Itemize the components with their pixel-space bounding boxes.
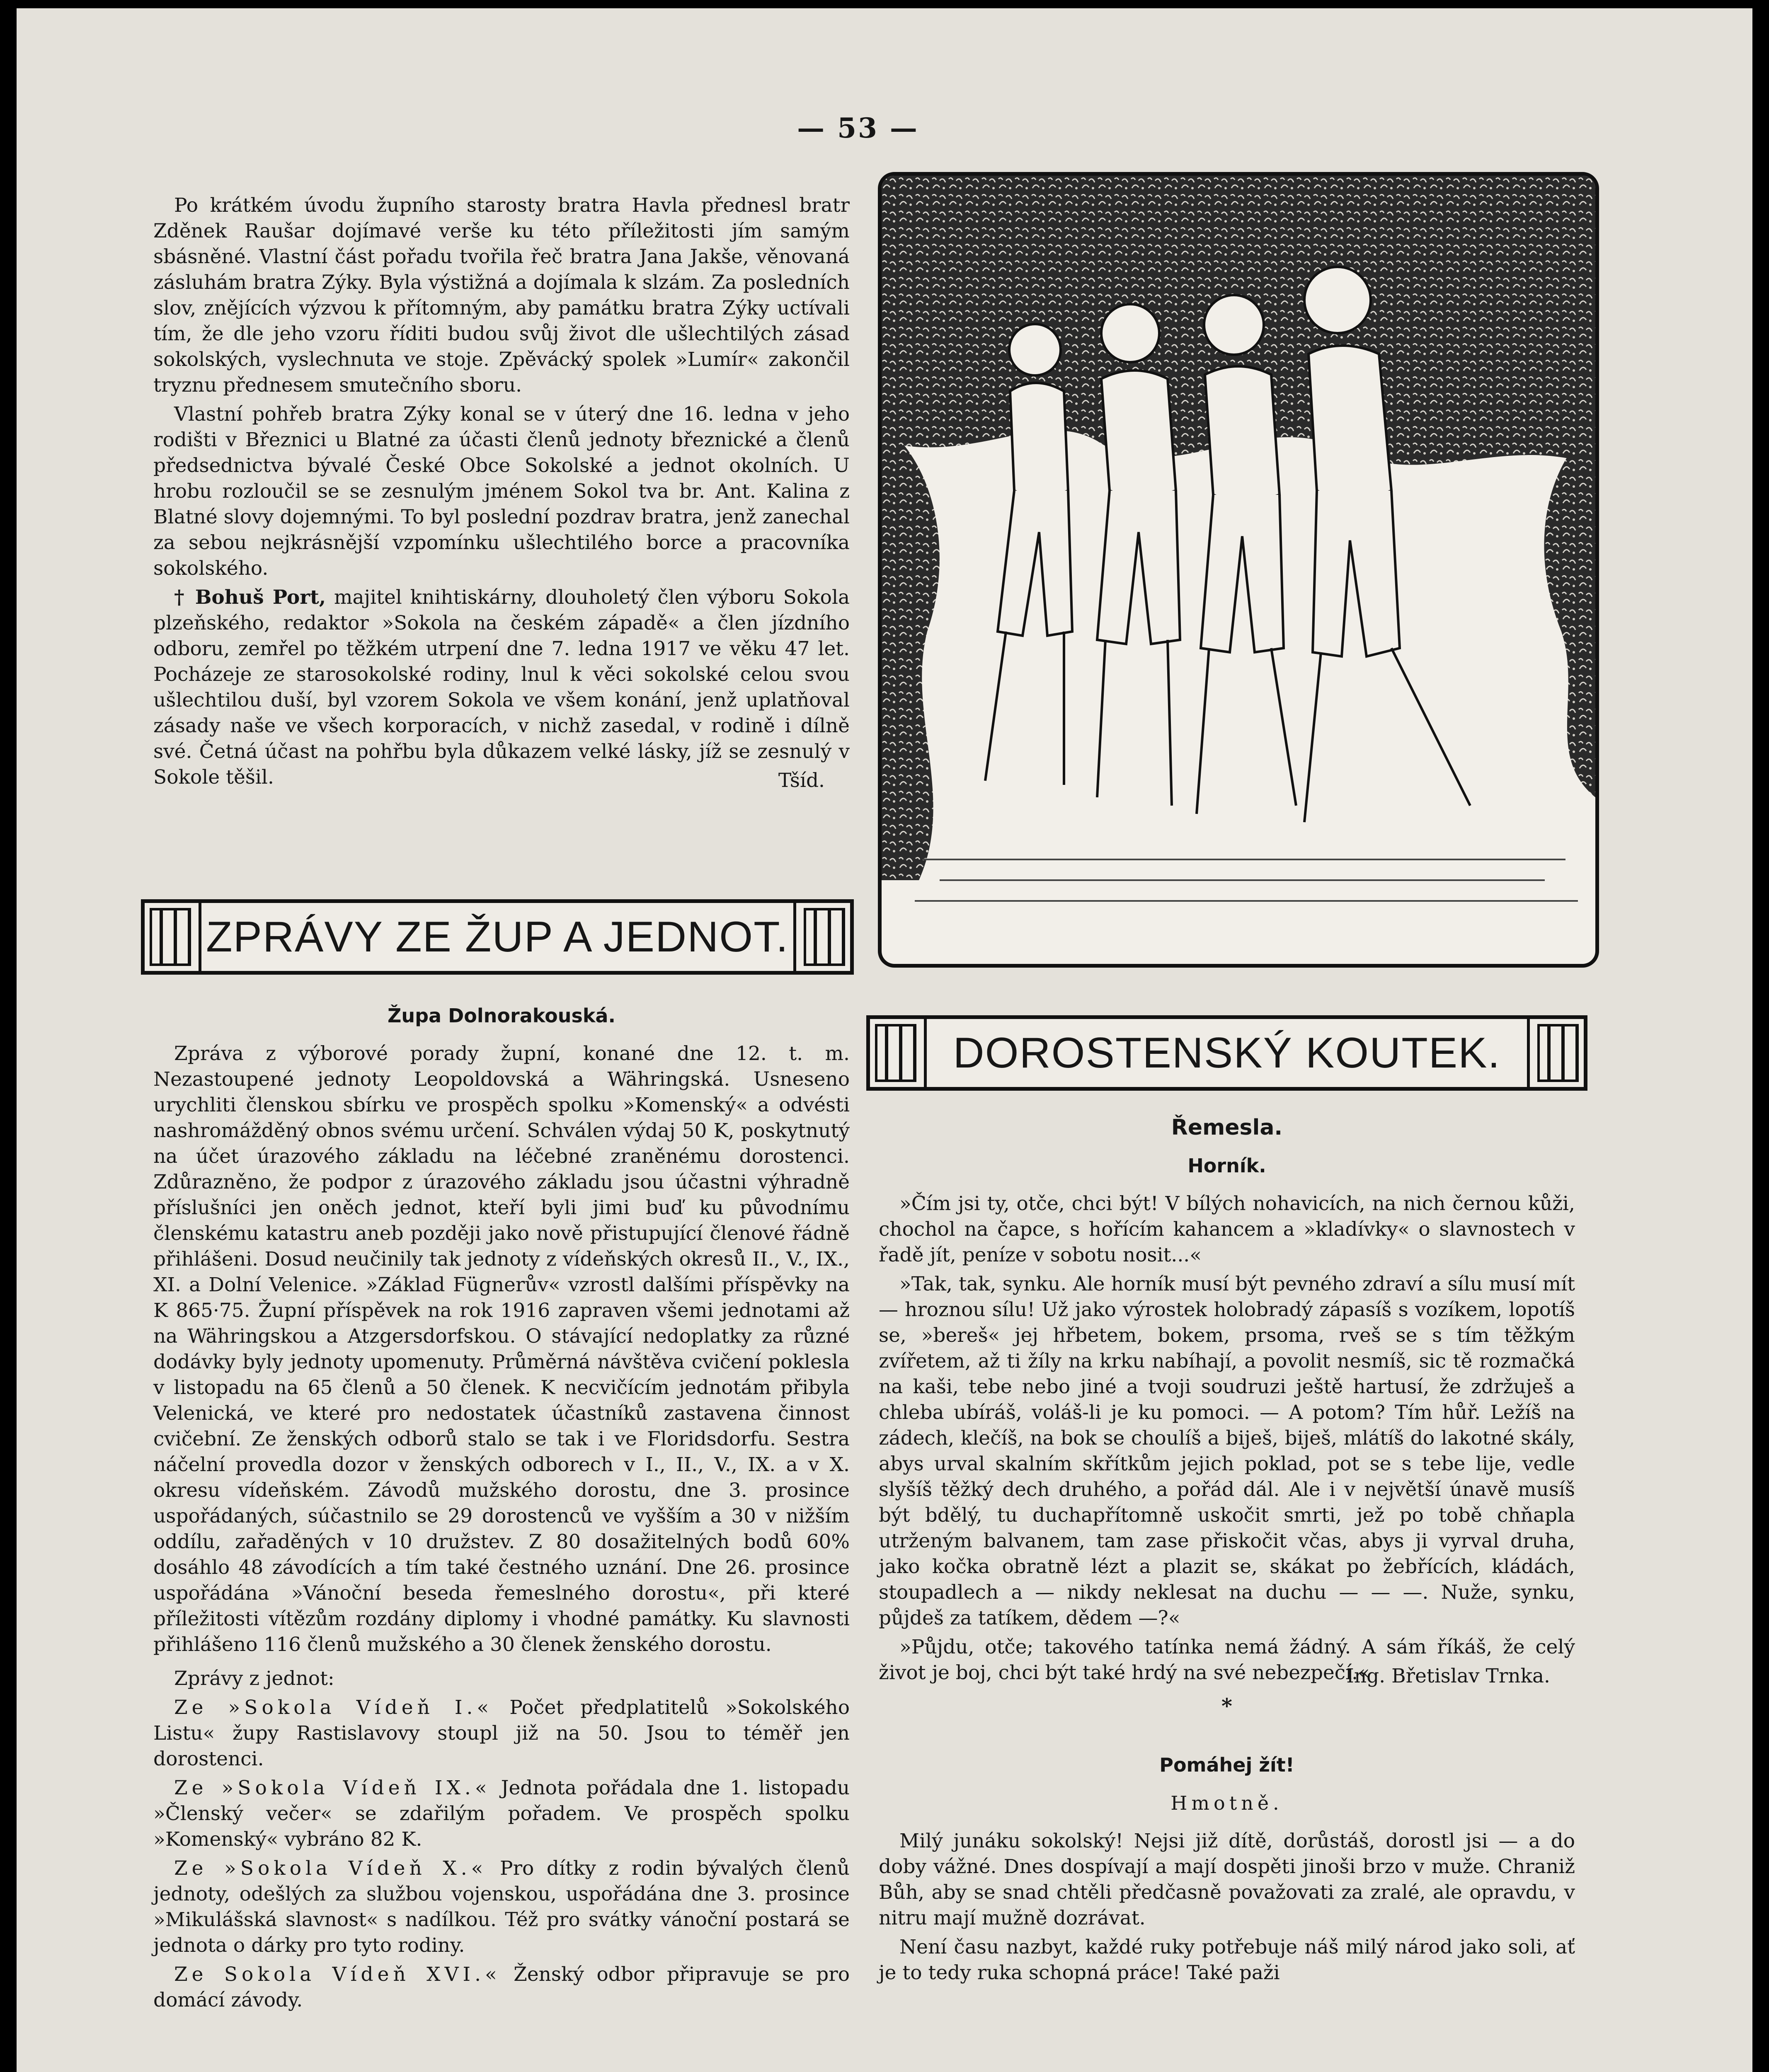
banner-title: ZPRÁVY ZE ŽUP A JEDNOT. <box>199 903 796 971</box>
paragraph: Zprávy z jednot: <box>174 1667 334 1690</box>
paragraph: Není času nazbyt, každé ruky potřebuje náš milý národ jako soli, ať je to tedy ruka schopná práce! Také paži <box>879 1936 1575 1984</box>
paragraph-text: Jednota pořádala dne 1. listopadu »Členský večer« se zdařilým pořadem. Ve prospěch spolku »Komenský« vybráno 82 K. <box>153 1777 850 1851</box>
lead-in: Ze »Sokola Vídeň X.« <box>174 1857 487 1880</box>
lead-in: Ze »Sokola Vídeň IX.« <box>174 1777 491 1799</box>
right-column <box>879 1115 1575 1989</box>
banner-title: DOROSTENSKÝ KOUTEK. <box>924 1019 1530 1087</box>
ground-hatching <box>915 859 1578 901</box>
illustration-drawing <box>882 176 1595 964</box>
signature: Tšíd. <box>778 769 825 792</box>
foliage-right <box>1544 424 1595 797</box>
paragraph: »Čím jsi ty, otče, chci být! V bílých nohavicích, na nich černou kůži, chochol na čapce, s hořícím kahancem a »kladívky« o slavnostech v řadě jít, peníze v sobotu nosit...« <box>879 1192 1575 1266</box>
signature: Ing. Břetislav Trnka. <box>1346 1665 1550 1687</box>
section-subheading: Hmotně. <box>1170 1792 1283 1814</box>
illustration-four-youths <box>878 172 1599 968</box>
ornament-left-icon <box>150 908 191 966</box>
left-column-top <box>153 193 850 794</box>
section-heading: Pomáhej žít! <box>1159 1754 1294 1776</box>
paragraph <box>153 1695 850 1772</box>
paragraph-text: Ženský odbor připravuje se pro domácí závody. <box>153 1963 850 2011</box>
section-heading: Řemesla. <box>1171 1115 1283 1140</box>
section-banner-dorostensky <box>866 1015 1587 1091</box>
ornament-right-icon <box>1537 1024 1579 1082</box>
foliage-left <box>882 424 940 880</box>
section-banner-zpravy <box>141 899 854 975</box>
paragraph <box>153 1775 850 1852</box>
paragraph: »Tak, tak, synku. Ale horník musí být pevného zdraví a sílu musí mít — hroznou sílu! Už jako výrostek holobradý zápasíš s vozíkem, lopotíš se, »bereš« jej hřbetem, bokem, prsoma, rveš se s tím těžkým zvířetem, až ti žíly na krku nabíhají, a povolit nesmíš, sic tě rozmačká na kaši, tebe nebo jiné a tvoji soudruzi ještě hartusí, že zdržuješ a chleba ubíráš, voláš-li je ku pomoci. — A potom? Tím hůř. Ležíš na zádech, klečíš, na bok se choulíš a biješ, biješ, mlátíš do lakotné skály, abys urval skalním skřítkům jejich poklad, pot se s tebe lije, vedle slyšíš těžký dech druhého, a pořád dál. Ale i v největší únavě musíš být bdělý, tu duchapřítomně uskočit smrti, jež po tobě chňapla utrženým balvanem, tam zase přiskočit včas, abys ji vyrval druha, jako kočka obratně lézt a plazit se, skákat po žebřících, kládách, stoupadlech a — nikdy neklesat na duchu — — —. Nuže, synku, půjdeš za tatíkem, dědem —?« <box>879 1273 1575 1629</box>
section-heading: Župa Dolnorakouská. <box>388 1005 616 1027</box>
paragraph: Vlastní pohřeb bratra Zýky konal se v úterý dne 16. ledna v jeho rodišti v Březnici u Blatné za účasti členů jednoty březnické a členů předsednictva bývalé České Obce Sokolské a jednot okolních. U hrobu rozloučil se se zesnulým jménem Sokol tva br. Ant. Kalina z Blatné slovy dojemnými. To byl poslední pozdrav bratra, jenž zanechal za sebou nejkrásnější vzpomínku ušlechtilého borce a pracovníka sokolského. <box>153 403 850 580</box>
section-subheading: Horník. <box>1187 1155 1266 1177</box>
ornament-left-icon <box>875 1024 916 1082</box>
paragraph-text: Počet předplatitelů »Sokolského Listu« župy Rastislavovy stoupl již na 50. Jsou to téměř jen dorostenci. <box>153 1696 850 1770</box>
obituary-name: † Bohuš Port, <box>174 586 326 609</box>
lead-in: Ze Sokola Vídeň XVI.« <box>174 1963 501 1986</box>
paragraph <box>153 1856 850 1958</box>
paragraph: Po krátkém úvodu župního starosty bratra Havla přednesl bratr Zděnek Raušar dojímavé verše ku této příležitosti jím samým sbásněné. Vlastní část pořadu tvořila řeč bratra Jana Jakše, věnovaná zásluhám bratra Zýky. Byla výstižná a dojímala k slzám. Za posledních slov, znějících výzvou k přítomným, aby památku bratra Zýky uctívali tím, že dle jeho vzoru říditi budou svůj život dle ušlechtilých zásad sokolských, vyslechnuta ve stoje. Zpěvácký spolek »Lumír« zakončil tryznu přednesem smutečního sboru. <box>153 194 850 397</box>
left-column-bottom <box>153 1003 850 2016</box>
paragraph: Zpráva z výborové porady župní, konané dne 12. t. m. Nezastoupené jednoty Leopoldovská a Währingská. Usneseno urychliti členskou sbírku ve prospěch spolku »Komenský« a odvésti nashromážděný obnos svému určení. Schválen výdaj 50 K, poskytnutý na účet úrazového základu na léčebné zraněnému dorostenci. Zdůrazněno, že podpor z úrazového základu jsou účastni výhradně příslušníci jen oněch jednot, kteří byli jimi buď ku původnímu členskému katastru aneb později jako nově přistupující členové řádně přihlášeni. Dosud neučinily tak jednoty z vídeňských okresů II., V., IX., XI. a Dolní Velenice. »Základ Fügnerův« vzrostl dalšími příspěvky na K 865·75. Župní příspěvek na rok 1916 zapraven všemi jednotami až na Währingskou a Atzgersdorfskou. O stávající nedoplatky za různé dodávky byly jednoty upomenuty. Průměrná návštěva cvičení poklesla v listopadu na 65 členů a 50 členek. K necvičícím jednotám přibyla Velenická, ve které pro nedostatek účastníků zastavena činnost cvičební. Ze ženských odborů stalo se tak i ve Floridsdorfu. Sestra náčelní provedla dozor v ženských odborech v I., II., V., IX. a v X. okresu vídeňském. Závodů mužského dorostu, dne 3. prosince uspořádaných, súčastnilo se 29 dorostenců ve vyšším a 30 v nižším oddílu, zařaděných v 10 družstev. Z 80 dosažitelných bodů 60% dosáhlo 48 závodících a tím také čestného uznání. Dne 26. prosince uspořádána »Vánoční beseda řemeslného dorostu«, při které příležitosti vítězům rozdány diplomy i vhodné památky. Ku slavnosti přihlášeno 116 členů mužského a 30 členek ženského dorostu. <box>153 1042 850 1656</box>
newspaper-page <box>17 8 1752 2072</box>
separator-star: * <box>1221 1694 1233 1718</box>
lead-in: Ze »Sokola Vídeň I.« <box>174 1696 493 1719</box>
obituary-text: majitel knihtiskárny, dlouholetý člen výboru Sokola plzeňského, redaktor »Sokola na českém západě« a člen jízdního odboru, zemřel po těžkém utrpení dne 7. ledna 1917 ve věku 47 let. Pocházeje ze starosokolské rodiny, lnul k věci sokolské celou svou ušlechtilou duší, byl vzorem Sokola ve všem konání, jenž uplatňoval zásady naše ve všech korporacích, v nichž zasedal, v rodině i dílně své. Četná účast na pohřbu byla důkazem velké lásky, jíž se zesnulý v Sokole těšil. <box>153 586 850 789</box>
obituary-paragraph <box>153 585 850 790</box>
paragraph: »Půjdu, otče; takového tatínka nemá žádný. A sám říkáš, že celý život je boj, chci být také hrdý na své nebezpečí.« <box>879 1636 1575 1684</box>
paragraph-text: Pro dítky z rodin bývalých členů jednoty, odešlých za službou vojenskou, uspořádána dne 3. prosince »Mikulášská slavnost« s nadílkou. Též pro svátky vánoční postará se jednota o dárky pro tyto rodiny. <box>153 1857 850 1957</box>
paragraph <box>153 1962 850 2013</box>
paragraph: Milý junáku sokolský! Nejsi již dítě, dorůstáš, dorostl jsi — a do doby vážné. Dnes dospívají a mají dospěti jinoši brzo v muže. Chraniž Bůh, aby se snad chtěli předčasně považovati za zralé, ale opravdu, v nitru mají mužně dozrávat. <box>879 1830 1575 1929</box>
page-number: — 53 — <box>797 112 919 144</box>
ornament-right-icon <box>804 908 845 966</box>
